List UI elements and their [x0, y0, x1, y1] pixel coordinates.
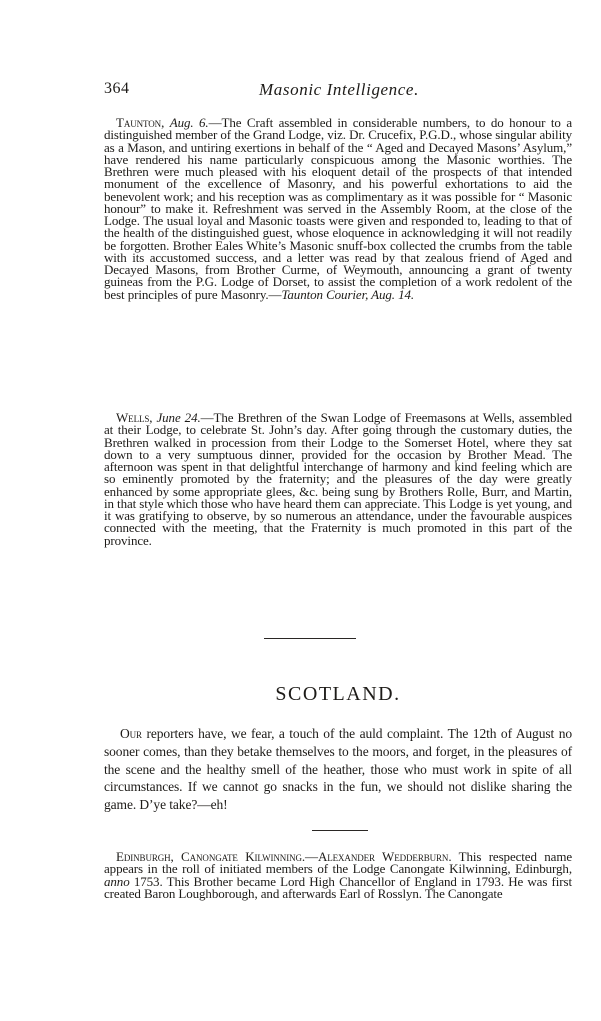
edinburgh-text-before: This respected name appears in the roll of initiated members of the Lodge Canongate Kilwinning, Edinburgh, — [104, 849, 572, 877]
taunton-place: Taunton, — [116, 115, 165, 130]
short-divider — [312, 830, 368, 831]
edinburgh-text-after: 1753. This Brother became Lord High Chancellor of England in 1793. He was first created Baron Loughborough, and afterwards Earl of Rosslyn. The Canongate — [104, 873, 572, 901]
section-divider — [264, 638, 356, 639]
wells-date: June 24. — [156, 410, 201, 425]
page-number: 364 — [104, 80, 130, 97]
taunton-date: Aug. 6. — [169, 115, 209, 130]
edinburgh-heading: Edinburgh, Canongate Kilwinning.—Alexander Wedderburn. — [116, 849, 452, 864]
taunton-report — [104, 117, 572, 301]
taunton-text: —The Craft assembled in considerable numbers, to do honour to a distinguished member of the Grand Lodge, viz. Dr. Crucefix, P.G.D., whose singular ability as a Mason, and untiring exertions in behalf of the “ Aged and Decayed Masons’ Asylum,” have rendered his name particularly conspicuous among the Masonic worthies. The Brethren were much pleased with his eloquent detail of the prospects of that intended monument of the excellence of Masonry, and his powerful exhortations to aid the benevolent work; and his reception was as complimentary as it was possible for “ Masonic honour” to make it. Refreshment was served in the Assembly Room, at the close of the Lodge. The usual loyal and Masonic toasts were given and responded to, leading to that of the health of the distinguished guest, whose eloquence in acknowledging it will not readily be forgotten. Brother Eales White’s Masonic snuff-box collected the crumbs from the table with its accustomed success, and a letter was read by that zealous friend of Aged and Decayed Masons, from Brother Curme, of Weymouth, announcing a grant of twenty guineas from the P.G. Lodge of Dorset, to assist the completion of a work redolent of the best principles of pure Masonry.— — [104, 115, 572, 302]
wells-text: —The Brethren of the Swan Lodge of Freemasons at Wells, assembled at their Lodge, to celebrate St. John’s day. After going through the customary duties, the Brethren walked in procession from their Lodge to the Somerset Hotel, where they sat down to a very sumptuous dinner, provided for the occasion by Brother Mead. The afternoon was spent in that delightful interchange of harmony and kind feeling which are so eminently promoted by the fraternity; and the pleasures of the day were greatly enhanced by some appropriate glees, &c. being sung by Brothers Rolle, Burr, and Martin, in that style which those who have heard them can appreciate. This Lodge is yet young, and it was gratifying to observe, by so numerous an attendance, under the favourable auspices connected with the meeting, that the Fraternity is much promoted in this part of the province. — [104, 410, 573, 548]
section-heading: SCOTLAND. — [275, 683, 401, 705]
edinburgh-anno: anno — [104, 873, 130, 889]
scotland-intro — [104, 725, 572, 814]
wells-place: Wells, — [116, 410, 153, 425]
scotland-intro-text: reporters have, we fear, a touch of the auld complaint. The 12th of August no sooner comes, than they betake themselves to the moors, and forget, in the pleasures of the scene and the healthy smell of the heather, those who must work in spite of all circumstances. If we cannot go snacks in the fun, we should not dislike sharing the game. D’ye take?—eh! — [104, 726, 572, 813]
taunton-source: Taunton Courier, Aug. 14. — [281, 286, 415, 302]
running-title: Masonic Intelligence. — [259, 80, 419, 99]
running-head — [104, 80, 574, 102]
wells-report — [104, 412, 572, 547]
scotland-intro-lead: Our — [120, 726, 142, 741]
edinburgh-report — [104, 851, 572, 900]
